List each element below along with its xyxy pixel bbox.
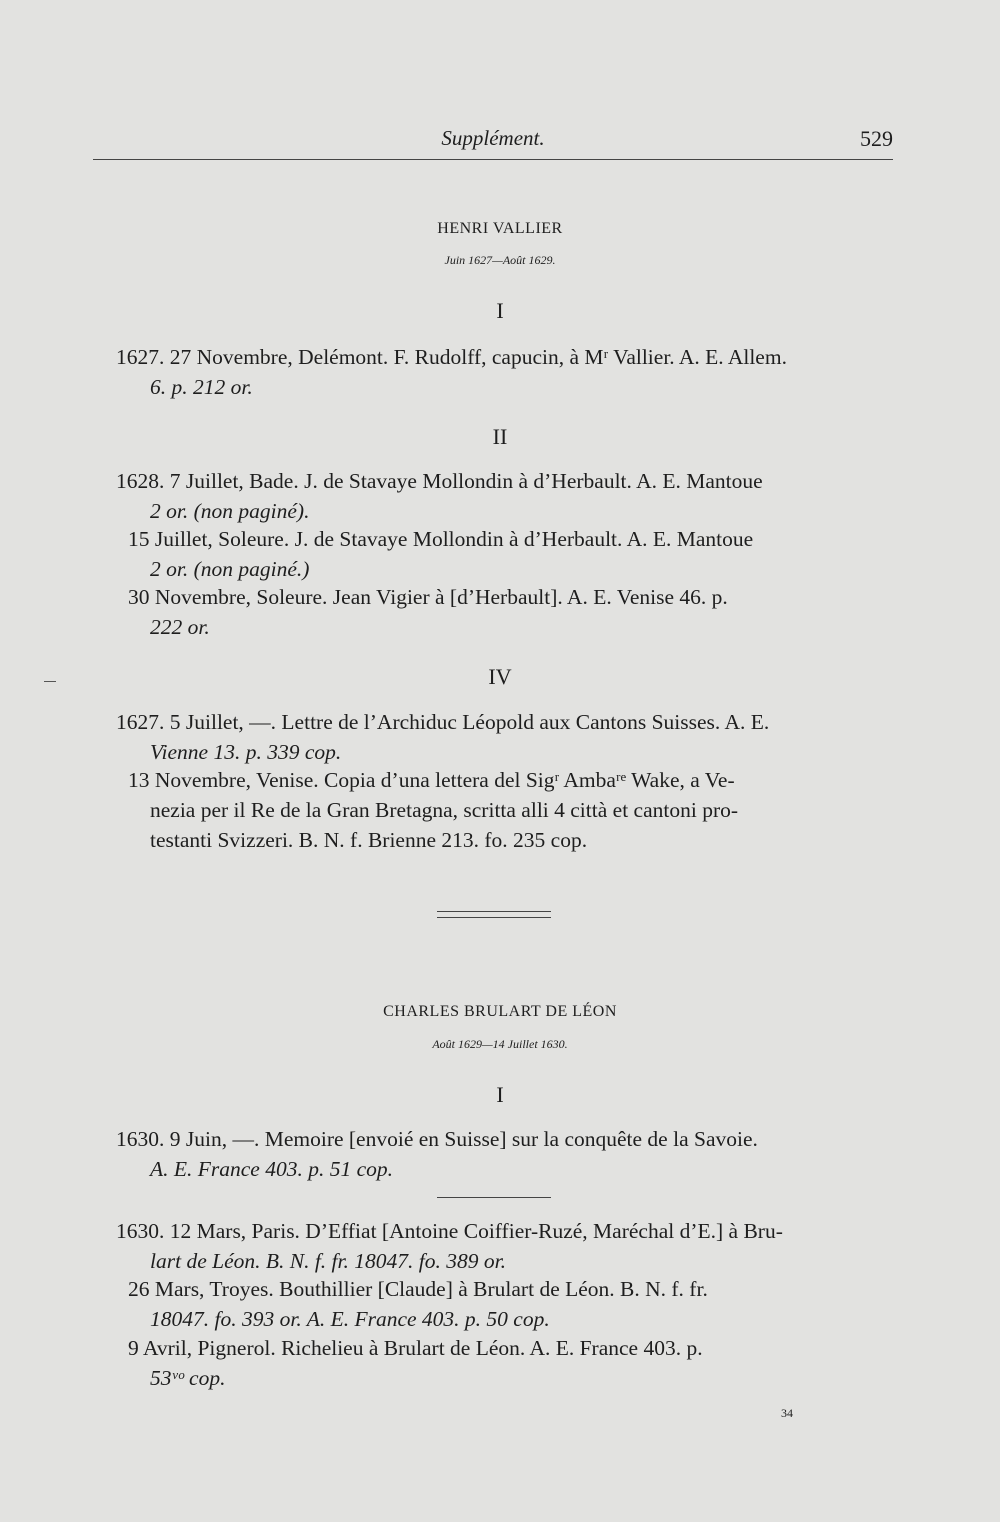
entry — [128, 1333, 894, 1393]
part-numeral: IV — [488, 664, 512, 689]
entry-text: testanti Svizzeri. B. N. f. Brienne 213. fo. 235 cop. — [150, 828, 588, 852]
entry-text: nezia per il Re de la Gran Bretagna, scritta alli 4 città et cantoni pro- — [150, 798, 739, 822]
entry-text: 30 Novembre, Soleure. Jean Vigier à [d’Herbault]. A. E. Venise 46. p. — [128, 585, 728, 609]
entry — [128, 765, 894, 855]
entry — [128, 1274, 894, 1334]
signature-mark: 34 — [781, 1406, 793, 1420]
entry-text: 1627. 27 Novembre, Delémont. F. Rudolff, capucin, à Mʳ Vallier. A. E. Allem. — [116, 345, 787, 369]
part-numeral: II — [492, 424, 508, 449]
section-divider — [437, 911, 551, 918]
entry-source: 53ᵛᵒ cop. — [150, 1366, 226, 1390]
entry-text: 1628. 7 Juillet, Bade. J. de Stavaye Mollondin à d’Herbault. A. E. Mantoue — [116, 469, 763, 493]
entry-text: 13 Novembre, Venise. Copia d’una lettera del Sigʳ Ambaʳᵉ Wake, a Ve- — [128, 768, 735, 792]
part-numeral: I — [496, 1082, 504, 1107]
part-numeral: I — [496, 298, 504, 323]
entry-text: 1630. 9 Juin, —. Memoire [envoié en Suisse] sur la conquête de la Savoie. — [116, 1127, 758, 1151]
entry-text: 1627. 5 Juillet, —. Lettre de l’Archiduc Léopold aux Cantons Suisses. A. E. — [116, 710, 770, 734]
entry-text: 15 Juillet, Soleure. J. de Stavaye Mollondin à d’Herbault. A. E. Mantoue — [128, 527, 754, 551]
entry-source: 18047. fo. 393 or. A. E. France 403. p. 50 cop. — [150, 1307, 550, 1331]
entry-source: A. E. France 403. p. 51 cop. — [150, 1157, 394, 1181]
page-number: 529 — [860, 126, 893, 151]
entry-text: 1630. 12 Mars, Paris. D’Effiat [Antoine Coiffier-Ruzé, Maréchal d’E.] à Bru- — [116, 1219, 783, 1243]
entry-source: 2 or. (non paginé.) — [150, 557, 310, 581]
entry — [116, 1124, 894, 1184]
entry-source: 2 or. (non paginé). — [150, 499, 310, 523]
entry-text: 26 Mars, Troyes. Bouthillier [Claude] à Brulart de Léon. B. N. f. fr. — [128, 1277, 708, 1301]
entry — [128, 524, 894, 584]
entry — [128, 582, 894, 642]
entry — [116, 707, 894, 767]
entry — [116, 1216, 894, 1276]
section-heading-brulart: CHARLES BRULART DE LÉON — [383, 1003, 617, 1020]
entry-source: 6. p. 212 or. — [150, 375, 253, 399]
margin-mark — [44, 681, 56, 682]
entry-divider — [437, 1197, 551, 1198]
running-head — [93, 126, 893, 156]
entry — [116, 342, 894, 402]
running-title: Supplément. — [441, 126, 545, 150]
entry — [116, 466, 894, 526]
entry-source: Vienne 13. p. 339 cop. — [150, 740, 342, 764]
section-dates-vallier: Juin 1627—Août 1629. — [444, 253, 556, 267]
header-rule — [93, 159, 893, 160]
section-dates-brulart: Août 1629—14 Juillet 1630. — [432, 1037, 568, 1051]
entry-text: 9 Avril, Pignerol. Richelieu à Brulart de Léon. A. E. France 403. p. — [128, 1336, 703, 1360]
entry-source: lart de Léon. B. N. f. fr. 18047. fo. 389 or. — [150, 1249, 506, 1273]
section-heading-vallier: HENRI VALLIER — [437, 220, 563, 237]
entry-source: 222 or. — [150, 615, 210, 639]
